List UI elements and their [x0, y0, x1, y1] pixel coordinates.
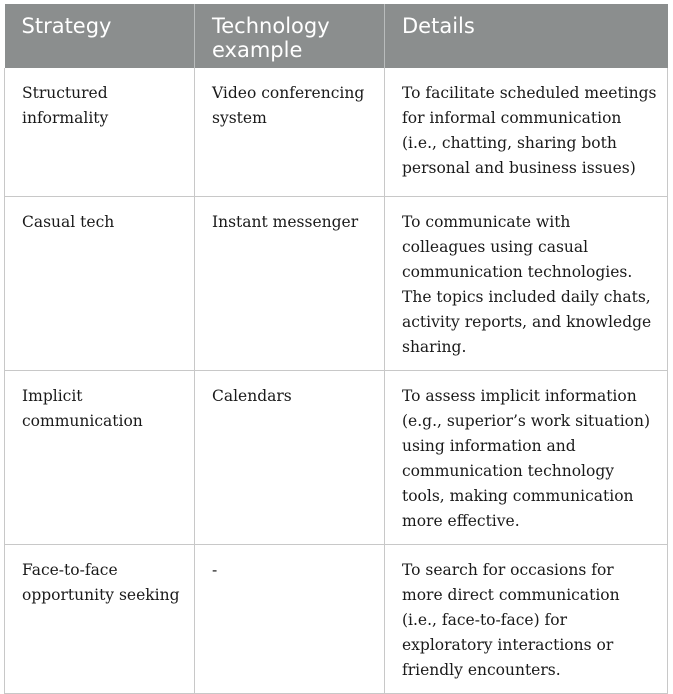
header-details: [385, 4, 668, 68]
strategy-table: [4, 4, 668, 694]
cell-details: [385, 370, 668, 544]
table-row: [5, 370, 668, 544]
table-body: [5, 68, 668, 693]
cell-text-line: To assess implicit information: [402, 386, 637, 405]
cell-details: [385, 68, 668, 196]
cell-text-line: -: [212, 560, 218, 579]
header-row: [5, 4, 668, 68]
table-header: [5, 4, 668, 68]
cell-text-line: Structured: [22, 84, 108, 102]
cell-text-line: communication technology: [402, 461, 615, 480]
cell-strategy: [5, 196, 195, 370]
cell-text-line: The topics included daily chats,: [402, 287, 651, 306]
cell-text-line: sharing.: [402, 337, 467, 356]
header-technology-example: [195, 4, 385, 68]
cell-text-line: more direct communication: [402, 585, 620, 604]
header-technology-label-line1: Technology: [212, 14, 330, 38]
cell-text-line: more effective.: [402, 511, 520, 530]
cell-text-line: (e.g., superior’s work situation): [402, 411, 651, 430]
cell-technology: [195, 370, 385, 544]
table-row: [5, 68, 668, 196]
cell-text-line: for informal communication: [402, 109, 622, 127]
strategy-table-container: [4, 4, 667, 679]
cell-text-line: To facilitate scheduled meetings: [402, 84, 657, 102]
cell-text-line: Casual tech: [22, 212, 115, 231]
header-technology-label-line2: example: [212, 38, 303, 62]
table-row: [5, 196, 668, 370]
cell-text-line: Face-to-face: [22, 560, 118, 579]
cell-technology: [195, 196, 385, 370]
cell-text-line: using information and: [402, 436, 576, 455]
cell-text-line: system: [212, 109, 267, 127]
cell-text-line: communication: [22, 411, 143, 430]
cell-text-line: (i.e., chatting, sharing both: [402, 134, 617, 152]
cell-text-line: activity reports, and knowledge: [402, 312, 652, 331]
cell-text-line: Instant messenger: [212, 212, 359, 231]
cell-text-line: informality: [22, 109, 109, 127]
header-strategy-label: Strategy: [21, 14, 112, 38]
cell-strategy: [5, 370, 195, 544]
cell-technology: [195, 68, 385, 196]
cell-text-line: friendly encounters.: [402, 660, 561, 679]
cell-text-line: communication technologies.: [402, 262, 633, 281]
cell-text-line: exploratory interactions or: [402, 635, 614, 654]
cell-text-line: tools, making communication: [402, 486, 634, 505]
cell-text-line: colleagues using casual: [402, 237, 589, 256]
cell-details: [385, 196, 668, 370]
cell-text-line: opportunity seeking: [22, 585, 180, 604]
header-strategy: [5, 4, 195, 68]
cell-text-line: Implicit: [22, 386, 83, 405]
cell-text-line: Video conferencing: [212, 84, 365, 102]
cell-text-line: Calendars: [212, 386, 292, 405]
cell-text-line: (i.e., face-to-face) for: [402, 610, 568, 629]
cell-text-line: personal and business issues): [402, 159, 636, 177]
cell-strategy: [5, 68, 195, 196]
cell-text-line: To search for occasions for: [402, 560, 614, 579]
cell-text-line: To communicate with: [402, 212, 571, 231]
header-details-label: Details: [402, 14, 475, 38]
